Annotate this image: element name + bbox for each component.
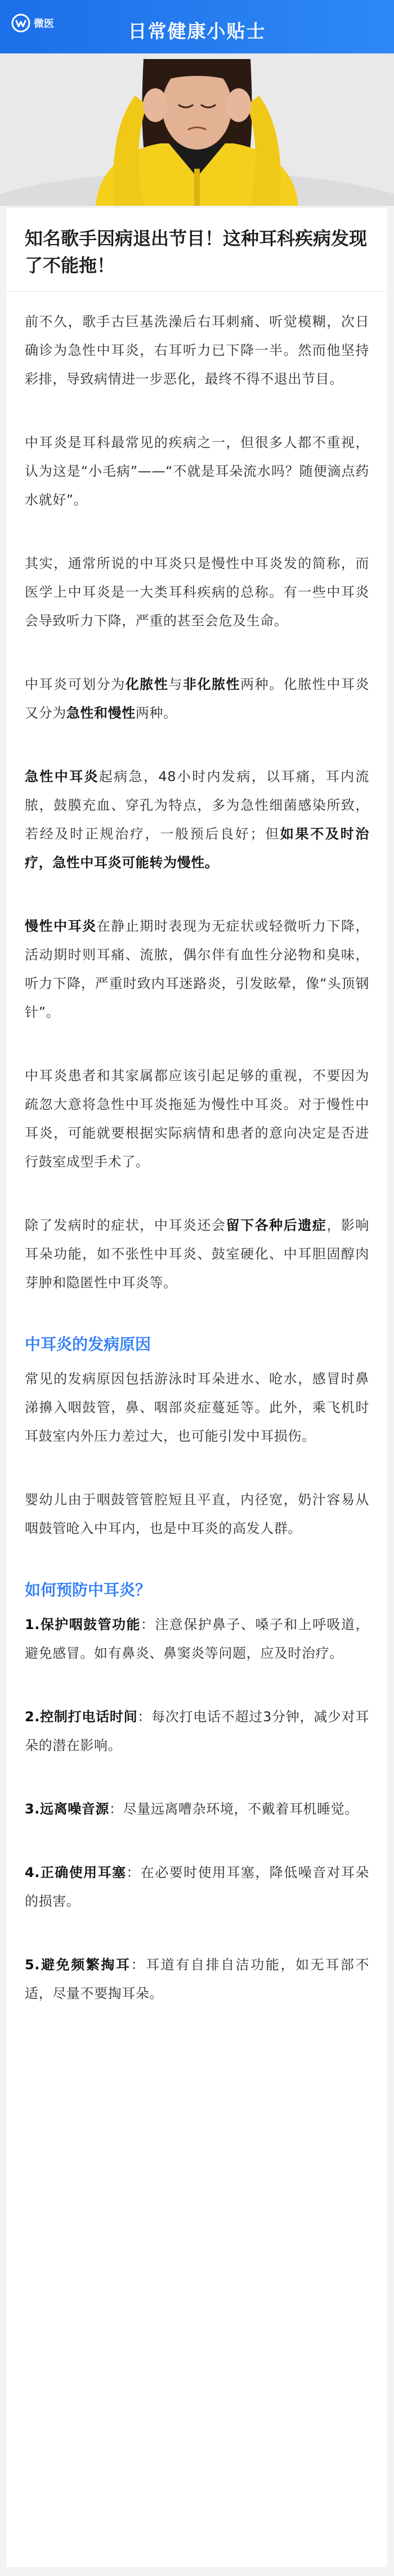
tip-label: 4.正确使用耳塞 [25,1865,127,1880]
prevention-tip-list [25,1610,369,2008]
body-text: 前不久，歌手古巨基洗澡后右耳刺痛、听觉模糊，次日确诊为急性中耳炎，右耳听力已下降一半。然而他坚持彩排，导致病情进一步恶化，最终不得不退出节目。 [25,314,369,387]
body-text: 中耳炎是耳科最常见的疾病之一，但很多人都不重视，认为这是“小毛病”——“不就是耳朵流水吗？随便滴点药水就好”。 [25,435,369,508]
tip-label: 3.远离噪音源 [25,1801,110,1817]
prevention-tip-5 [25,1951,369,2008]
tip-label: 5.避免频繁掏耳 [25,1957,131,1973]
article-paragraph-5 [25,763,369,877]
tip-label: 2.控制打电话时间 [25,1709,138,1725]
article-card [7,208,387,2567]
body-text: 常见的发病原因包括游泳时耳朵进水、呛水，感冒时鼻涕擤入咽鼓管，鼻、咽部炎症蔓延等。此外，乘飞机时耳鼓室内外压力差过大，也可能引发中耳损伤。 [25,1371,369,1444]
emphasis-text: 急性和慢性 [66,705,136,721]
emphasis-text: 非化脓性 [182,676,241,692]
body-text: 在静止期时表现为无症状或轻微听力下降，活动期时则耳痛、流脓，偶尔伴有血性分泌物和臭味，听力下降，严重时致内耳迷路炎，引发眩晕，像“头顶钢针”。 [25,918,370,1020]
person-covering-ears-illustration [0,53,394,206]
prevention-tip-4 [25,1858,369,1916]
header-bar [0,0,394,53]
body-text: 婴幼儿由于咽鼓管管腔短且平直，内径宽，奶汁容易从咽鼓管呛入中耳内，也是中耳炎的高发人群。 [25,1492,369,1536]
article-paragraph-3 [25,549,369,635]
article-paragraph-1 [25,308,369,394]
tip-text: ：在必要时使用耳塞，降低噪音对耳朵的损害。 [25,1865,369,1909]
article-body [7,292,387,2008]
body-text: ，影响耳朵功能，如不张性中耳炎、鼓室硬化、中耳胆固醇肉芽肿和隐匿性中耳炎等。 [25,1217,370,1291]
article-paragraph-8 [25,1211,369,1297]
article-paragraph-2 [25,428,369,515]
cause-paragraph-1 [25,1365,369,1451]
emphasis-text: 慢性中耳炎 [25,918,97,934]
tip-text: ：耳道有自排自洁功能，如无耳部不适，尽量不要掏耳朵。 [25,1957,369,2001]
article-title: 知名歌手因病退出节目！这种耳科疾病发现了不能拖！ [25,228,368,276]
page-title: 日常健康小贴士 [128,20,266,42]
article-paragraph-4 [25,670,369,728]
body-text: 与 [168,676,183,692]
prevention-tip-2 [25,1703,369,1760]
prevention-tip-1 [25,1610,369,1668]
article-paragraph-7 [25,1062,369,1176]
emphasis-text: 急性中耳炎 [25,769,99,784]
body-text: 除了发病时的症状，中耳炎还会 [25,1217,226,1233]
tip-text: ：尽量远离嘈杂环境，不戴着耳机睡觉。 [109,1801,359,1817]
emphasis-text: 化脓性 [125,676,169,692]
tip-label: 1.保护咽鼓管功能 [25,1617,141,1632]
paragraph-list [25,308,369,1297]
body-text: 其实，通常所说的中耳炎只是慢性中耳炎发的简称，而医学上中耳炎是一大类耳科疾病的总称。有一些中耳炎会导致听力下降，严重的甚至会危及生命。 [25,556,369,629]
emphasis-text: 如果不及时治疗，急性中耳炎可能转为慢性。 [25,826,369,870]
tip-text: ：每次打电话不超过3分钟，减少对耳朵的潜在影响。 [25,1709,370,1753]
tip-text: ：注意保护鼻子、嗓子和上呼吸道，避免感冒。如有鼻炎、鼻窦炎等问题，应及时治疗。 [25,1617,369,1661]
cause-paragraph-2 [25,1486,369,1543]
body-text: 两种。化脓性中耳炎又分为 [25,676,369,721]
article-paragraph-6 [25,912,369,1027]
prevention-tip-3 [25,1795,369,1824]
logo-text: 微医 [34,18,54,29]
body-text: 起病急，48小时内发病，以耳痛，耳内流脓，鼓膜充血、穿孔为特点，多为急性细菌感染所致，若经及时正规治疗，一般预后良好；但 [25,769,369,842]
body-text: 两种。 [135,705,177,721]
article-title-block [7,208,387,292]
cause-paragraph-list [25,1365,369,1543]
body-text: 中耳炎患者和其家属都应该引起足够的重视，不要因为疏忽大意将急性中耳炎拖延为慢性中耳炎。对于慢性中耳炎，可能就要根据实际病情和患者的意向决定是否进行鼓室成型手术了。 [25,1068,369,1170]
hero-banner [0,0,394,206]
section-heading-causes: 中耳炎的发病原因 [25,1335,151,1354]
emphasis-text: 留下各种后遗症 [226,1217,327,1233]
body-text: 中耳炎可划分为 [25,676,126,692]
section-heading-prevention: 如何预防中耳炎？ [25,1581,151,1599]
